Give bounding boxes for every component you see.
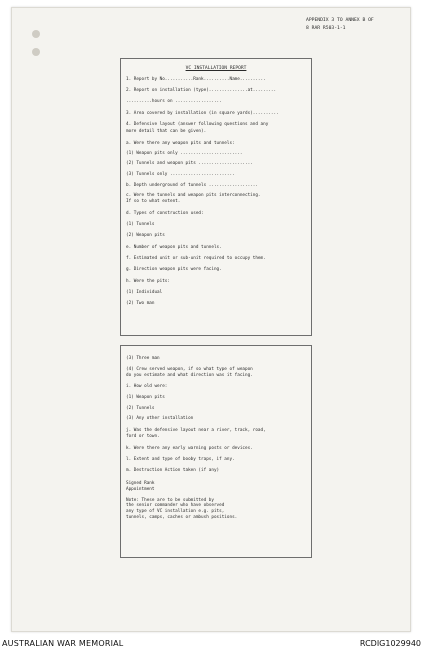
form-line: d. Types of construction used:	[126, 211, 204, 216]
punch-hole	[32, 48, 40, 56]
form-line: Appointment	[126, 487, 155, 492]
appendix-reference	[306, 17, 374, 33]
form-line: do you estimate and what direction was it facing.	[126, 373, 253, 378]
form-line: b. Depth underground of tunnels ...................	[126, 183, 258, 188]
form-line: 3. Area covered by installation (in square yards)..........	[126, 111, 279, 116]
form-line: Signed Rank	[126, 481, 155, 486]
form-line: (2) Tunnels and weapon pits .....................	[126, 161, 253, 166]
form-line: k. Were there any early warning posts or devices.	[126, 446, 253, 451]
report-form-part-1	[120, 58, 312, 336]
form-line: h. Were the pits:	[126, 279, 170, 284]
form-line: ford or town.	[126, 434, 160, 439]
form-line: ..........hours on ..................	[126, 99, 222, 104]
archive-record-id: RCDIG1029940	[359, 639, 421, 648]
form-line: the senior commander who have observed	[126, 503, 225, 508]
form-line: m. Destruction Action taken (if any)	[126, 468, 220, 473]
form-line: any type of VC installation e.g. pits,	[126, 509, 225, 514]
form-line: 1. Report by No...........Rank..........Name..........	[126, 77, 266, 82]
form-line: c. Were the tunnels and weapon pits interconnecting.	[126, 193, 261, 198]
form-line: (3) Tunnels only .........................	[126, 172, 235, 177]
form-line: (4) Crew served weapon, if so what type of weapon	[126, 367, 253, 372]
form-line: If so to what extent.	[126, 199, 181, 204]
form-line: more detail that can be given).	[126, 129, 207, 134]
form-line: 2. Report on installation (type)...............at.........	[126, 88, 277, 93]
archive-name: AUSTRALIAN WAR MEMORIAL	[2, 639, 124, 648]
form-line: e. Number of weapon pits and tunnels.	[126, 245, 222, 250]
archive-footer	[0, 634, 423, 654]
form-line: 4. Defensive layout (answer following questions and any	[126, 122, 269, 127]
form-line: Note: These are to be submitted by	[126, 498, 214, 503]
form-line: tunnels, camps, caches or ambush positions.	[126, 515, 238, 520]
form-line: (2) Two man	[126, 301, 155, 306]
form-line: (1) Weapon pits only ........................	[126, 151, 243, 156]
form-line: g. Direction weapon pits were facing.	[126, 267, 222, 272]
form-line: (2) Weapon pits	[126, 233, 165, 238]
punch-hole	[32, 30, 40, 38]
form-line: l. Extent and type of booby traps, if any.	[126, 457, 235, 462]
form-line: (3) Any other installation	[126, 416, 194, 421]
appendix-line-1: APPENDIX 3 TO ANNEX B OF	[306, 18, 374, 23]
form-line: (1) Tunnels	[126, 222, 155, 227]
form-line: (1) Individual	[126, 290, 163, 295]
report-title: VC INSTALLATION REPORT	[185, 66, 247, 71]
form-line: (2) Tunnels	[126, 406, 155, 411]
appendix-line-2: 8 RAR R503-1-1	[306, 26, 346, 31]
form-line: (3) Three man	[126, 356, 160, 361]
form-line: i. How old were:	[126, 384, 168, 389]
form-line: a. Were there any weapon pits and tunnels:	[126, 141, 235, 146]
form-line: f. Estimated unit or sub-unit required to occupy them.	[126, 256, 266, 261]
form-line: (1) Weapon pits	[126, 395, 165, 400]
form-line: j. Was the defensive layout near a river, track, road,	[126, 428, 266, 433]
report-form-part-2	[120, 345, 312, 558]
